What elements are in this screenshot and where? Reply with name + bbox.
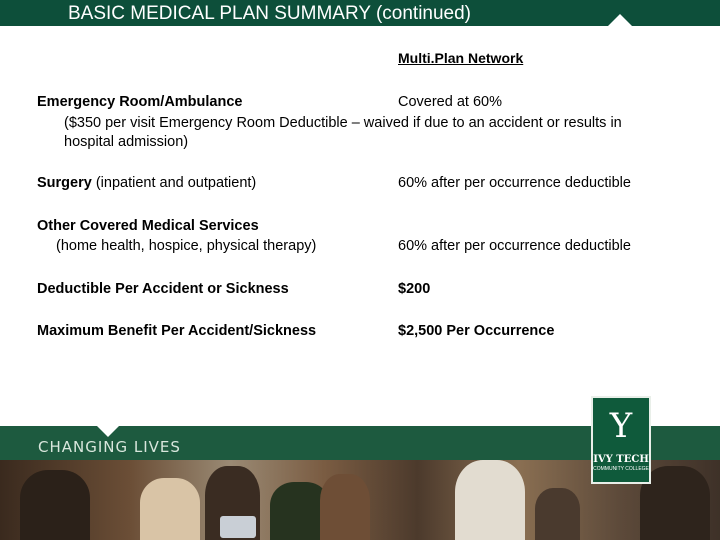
ivy-tech-logo xyxy=(591,396,651,484)
person-silhouette xyxy=(535,488,580,540)
ivy-logo-icon: Y xyxy=(609,406,633,446)
row-surgery-value: 60% after per occurrence deductible xyxy=(398,175,631,191)
row-deductible-label: Deductible Per Accident or Sickness xyxy=(37,281,289,297)
row-other-sub: (home health, hospice, physical therapy) xyxy=(56,238,317,254)
row-emergency-label: Emergency Room/Ambulance xyxy=(37,94,243,110)
row-emergency-note-1: ($350 per visit Emergency Room Deductible – waived if due to an accident or results in xyxy=(64,115,622,131)
row-surgery-label-rest: (inpatient and outpatient) xyxy=(91,175,257,191)
row-surgery-label-bold: Surgery xyxy=(37,175,92,191)
title-notch xyxy=(608,14,632,26)
footer-notch xyxy=(96,426,120,437)
person-silhouette xyxy=(140,478,200,540)
row-deductible-value: $200 xyxy=(398,281,431,297)
network-header: Multi.Plan Network xyxy=(398,50,524,66)
row-other-value: 60% after per occurrence deductible xyxy=(398,238,631,254)
page-title: BASIC MEDICAL PLAN SUMMARY (continued) xyxy=(68,3,472,24)
person-silhouette xyxy=(455,460,525,540)
laptop xyxy=(220,516,256,538)
person-silhouette xyxy=(20,470,90,540)
row-max-benefit-label: Maximum Benefit Per Accident/Sickness xyxy=(37,323,317,339)
logo-sub: COMMUNITY COLLEGE xyxy=(593,466,649,472)
row-emergency-note-2: hospital admission) xyxy=(64,134,189,150)
row-max-benefit-value: $2,500 Per Occurrence xyxy=(398,323,555,339)
row-surgery-label xyxy=(37,175,256,191)
footer-tagline: CHANGING LIVES xyxy=(38,438,181,456)
row-other-label: Other Covered Medical Services xyxy=(37,218,259,234)
person-silhouette xyxy=(320,474,370,540)
plan-summary xyxy=(0,26,720,426)
title-bar xyxy=(0,0,720,26)
logo-name: IVY TECH xyxy=(593,454,649,465)
row-emergency-value: Covered at 60% xyxy=(398,94,502,110)
